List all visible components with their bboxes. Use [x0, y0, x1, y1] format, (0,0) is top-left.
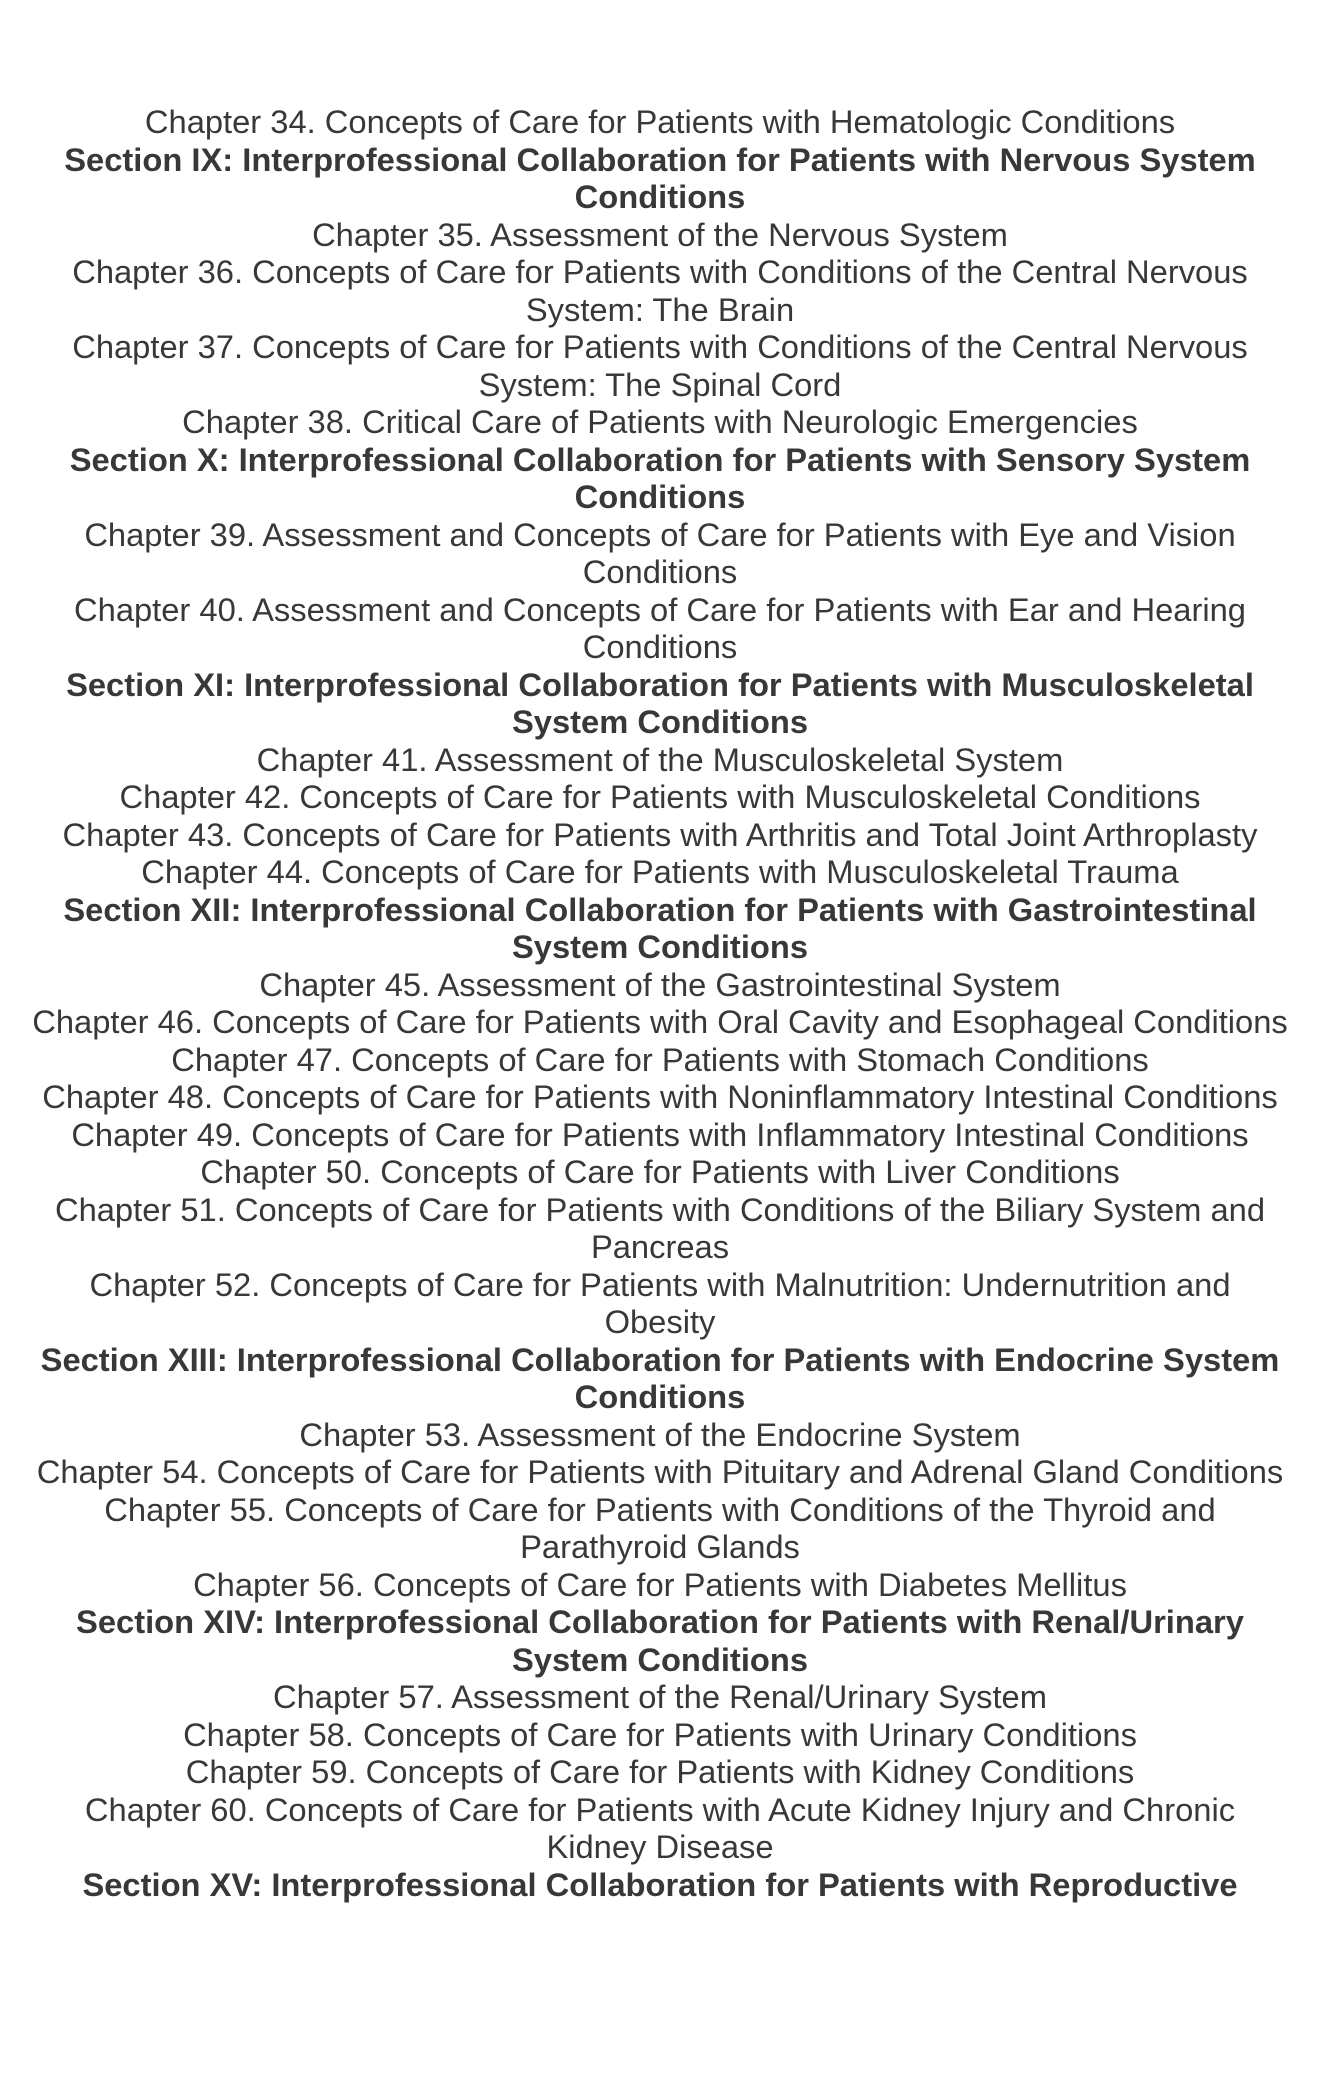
toc-chapter-entry [0, 1453, 1320, 1491]
toc-section-heading [0, 891, 1320, 966]
toc-line: Chapter 41. Assessment of the Musculoskeletal System [256, 740, 1064, 778]
toc-chapter-entry [0, 778, 1320, 816]
toc-section-heading [0, 666, 1320, 741]
toc-chapter-entry [0, 1566, 1320, 1604]
toc-line: System: The Brain [525, 290, 795, 328]
toc-line: Chapter 45. Assessment of the Gastrointestinal System [259, 965, 1061, 1003]
toc-chapter-entry [0, 103, 1320, 141]
toc-chapter-entry [0, 1678, 1320, 1716]
toc-line: Section XV: Interprofessional Collaboration for Patients with Reproductive [82, 1865, 1238, 1903]
toc-line: Chapter 46. Concepts of Care for Patients with Oral Cavity and Esophageal Conditions [32, 1003, 1288, 1040]
toc-line: Chapter 60. Concepts of Care for Patients with Acute Kidney Injury and Chronic [84, 1790, 1236, 1828]
toc-line: System: The Spinal Cord [478, 365, 842, 403]
toc-line: System Conditions [511, 1640, 809, 1678]
toc-chapter-entry [0, 1416, 1320, 1454]
toc-chapter-entry [0, 1153, 1320, 1191]
toc-line: Chapter 47. Concepts of Care for Patients with Stomach Conditions [171, 1040, 1149, 1078]
toc-line: Parathyroid Glands [520, 1528, 800, 1565]
toc-chapter-entry [0, 1791, 1320, 1866]
toc-line: Chapter 56. Concepts of Care for Patients with Diabetes Mellitus [193, 1565, 1127, 1603]
toc-line: Chapter 37. Concepts of Care for Patients with Conditions of the Central Nervous [72, 328, 1248, 365]
toc-line: Chapter 43. Concepts of Care for Patients with Arthritis and Total Joint Arthroplasty [62, 815, 1258, 853]
toc-line: Conditions [582, 628, 738, 665]
toc-line: System Conditions [511, 703, 809, 740]
toc-section-heading [0, 1341, 1320, 1416]
toc-chapter-entry [0, 853, 1320, 891]
toc-line: Chapter 58. Concepts of Care for Patients with Urinary Conditions [183, 1715, 1137, 1753]
toc-line: Obesity [604, 1303, 716, 1340]
toc-line: Chapter 52. Concepts of Care for Patients with Malnutrition: Undernutrition and [89, 1265, 1231, 1303]
toc-chapter-entry [0, 328, 1320, 403]
toc-line: Chapter 49. Concepts of Care for Patients with Inflammatory Intestinal Conditions [71, 1115, 1249, 1153]
toc-chapter-entry [0, 816, 1320, 854]
toc-line: Chapter 48. Concepts of Care for Patients with Noninflammatory Intestinal Conditions [42, 1078, 1278, 1115]
toc-section-heading [0, 141, 1320, 216]
toc-line: Conditions [574, 1378, 746, 1415]
toc-chapter-entry [0, 516, 1320, 591]
toc-line: Chapter 39. Assessment and Concepts of Care for Patients with Eye and Vision [84, 515, 1236, 553]
toc-line: Kidney Disease [546, 1828, 774, 1865]
toc-line: Chapter 59. Concepts of Care for Patients with Kidney Conditions [185, 1753, 1135, 1790]
toc-chapter-entry [0, 1753, 1320, 1791]
toc-chapter-entry [0, 591, 1320, 666]
toc-line: Chapter 57. Assessment of the Renal/Urinary System [273, 1678, 1047, 1715]
toc-line: Chapter 40. Assessment and Concepts of Care for Patients with Ear and Hearing [74, 590, 1246, 628]
toc-line: Section XI: Interprofessional Collaboration for Patients with Musculoskeletal [66, 665, 1254, 703]
toc-line: Conditions [574, 178, 746, 215]
toc-line: Chapter 36. Concepts of Care for Patients with Conditions of the Central Nervous [72, 253, 1248, 290]
toc-line: Section X: Interprofessional Collaboration for Patients with Sensory System [69, 440, 1251, 478]
toc-chapter-entry [0, 1491, 1320, 1566]
toc-chapter-entry [0, 966, 1320, 1004]
toc-chapter-entry [0, 1116, 1320, 1154]
toc-line: Chapter 35. Assessment of the Nervous System [312, 215, 1008, 253]
toc-chapter-entry [0, 253, 1320, 328]
toc-chapter-entry [0, 741, 1320, 779]
toc-line: Section XIII: Interprofessional Collaboration for Patients with Endocrine System [40, 1340, 1280, 1378]
toc-line: Chapter 44. Concepts of Care for Patients with Musculoskeletal Trauma [141, 853, 1179, 890]
toc-chapter-entry [0, 1041, 1320, 1079]
toc-line: Section XII: Interprofessional Collaboration for Patients with Gastrointestinal [63, 890, 1257, 928]
toc-chapter-entry [0, 403, 1320, 441]
toc-chapter-entry [0, 1191, 1320, 1266]
toc-line: Chapter 50. Concepts of Care for Patients with Liver Conditions [200, 1153, 1120, 1190]
toc-section-heading [0, 1866, 1320, 1904]
toc-line: Chapter 34. Concepts of Care for Patients with Hematologic Conditions [144, 103, 1176, 140]
toc-line: Pancreas [590, 1228, 730, 1265]
toc-chapter-entry [0, 1266, 1320, 1341]
toc-line: Section XIV: Interprofessional Collaboration for Patients with Renal/Urinary [76, 1603, 1244, 1640]
toc-chapter-entry [0, 216, 1320, 254]
toc-line: Section IX: Interprofessional Collaboration for Patients with Nervous System [64, 140, 1256, 178]
toc-line: Conditions [574, 478, 746, 515]
toc-line: Chapter 38. Critical Care of Patients with Neurologic Emergencies [182, 403, 1138, 440]
toc-line: System Conditions [511, 928, 809, 965]
toc-line: Conditions [582, 553, 738, 590]
toc-section-heading [0, 1603, 1320, 1678]
toc-chapter-entry [0, 1078, 1320, 1116]
toc-line: Chapter 53. Assessment of the Endocrine System [299, 1415, 1021, 1453]
toc-line: Chapter 54. Concepts of Care for Patients with Pituitary and Adrenal Gland Conditions [36, 1453, 1284, 1490]
toc-line: Chapter 51. Concepts of Care for Patients with Conditions of the Biliary System and [54, 1190, 1266, 1228]
toc-chapter-entry [0, 1003, 1320, 1041]
toc-line: Chapter 42. Concepts of Care for Patients with Musculoskeletal Conditions [119, 778, 1201, 815]
toc-chapter-entry [0, 1716, 1320, 1754]
toc-section-heading [0, 441, 1320, 516]
toc-line: Chapter 55. Concepts of Care for Patients with Conditions of the Thyroid and [104, 1490, 1216, 1528]
